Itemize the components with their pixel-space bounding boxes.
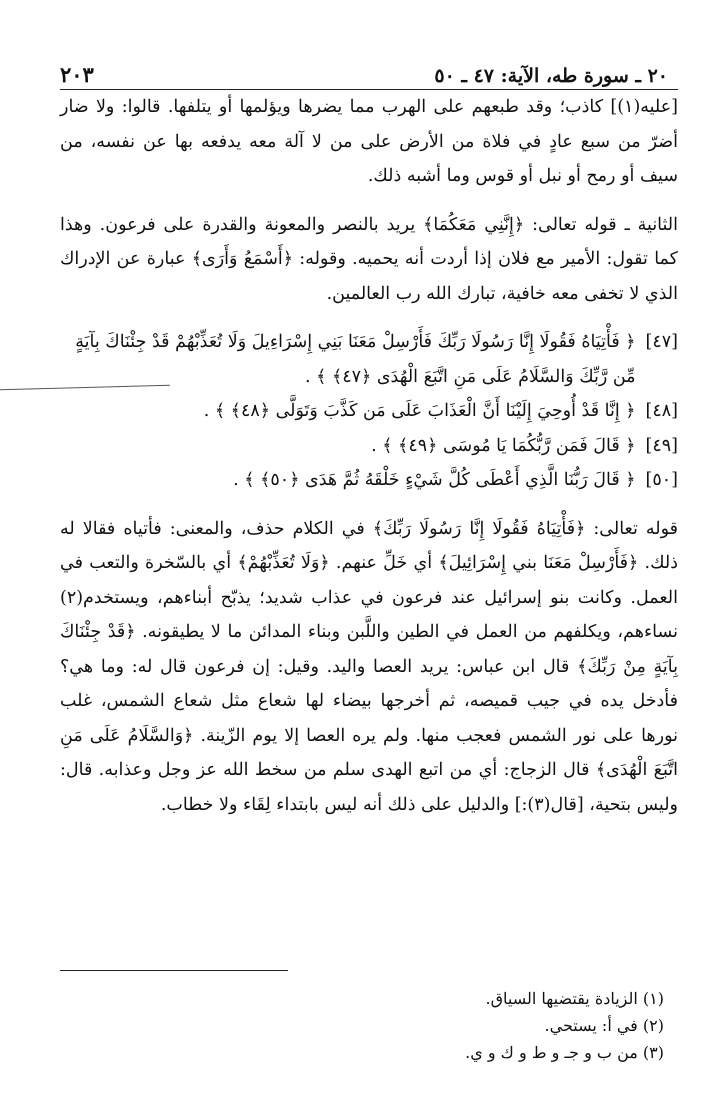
paragraph: [عليه(١)] كاذب؛ وقد طبعهم على الهرب مما يضرها ويؤلمها أو يتلفها. قالوا: ولا ضار أضرّ من سبع عادٍ في فلاة من الأرض على من لا آلة معه يدفعه بها عن نفسه، من سيف أو رمح أو نبل أو قوس وما أشبه ذلك. bbox=[60, 97, 678, 186]
verse-text: مِّن رَّبِّكَ وَالسَّلَامُ عَلَى مَنِ اتَّبَعَ الْهُدَى ﴿٤٧﴾ ﴾ . bbox=[305, 366, 636, 387]
footnote: (١) الزيادة يقتضيها السياق. bbox=[485, 989, 664, 1008]
footnote-divider bbox=[60, 970, 288, 971]
verse-text: ﴿ فَأْتِيَاهُ فَقُولَا إِنَّا رَسُولَا رَبِّكَ فَأَرْسِلْ مَعَنَا بَنِي إِسْرَاءِيلَ وَلَا تُعَذِّبْهُمْ قَدْ جِئْنَاكَ بِآيَةٍ bbox=[75, 332, 636, 352]
verse-text: ﴿ قَالَ فَمَن رَّبُّكُمَا يَا مُوسَى ﴿٤٩﴾ ﴾ . bbox=[371, 435, 636, 456]
verse-47 bbox=[60, 325, 678, 394]
footnote: (٢) في أ: يستحي. bbox=[544, 1016, 664, 1035]
verse-number: [٤٨] bbox=[645, 401, 678, 421]
verse-text: ﴿ قَالَ رَبُّنَا الَّذِي أَعْطَى كُلَّ شَيْءٍ خَلْقَهُ ثُمَّ هَدَى ﴿٥٠﴾ ﴾ . bbox=[233, 470, 636, 490]
main-text bbox=[60, 90, 678, 822]
verse-number: [٤٩] bbox=[645, 435, 678, 456]
running-header bbox=[60, 62, 678, 90]
verse-48 bbox=[60, 394, 678, 429]
commentary-paragraph: قوله تعالى: ﴿فَأْتِيَاهُ فَقُولَا إِنَّا رَسُولَا رَبِّكَ﴾ في الكلام حذف، والمعنى: فأتياه فقالا له ذلك. ﴿فَأَرْسِلْ مَعَنَا بني إِسْرَائِيلَ﴾ أي خَلِّ عنهم. ﴿وَلَا تُعَذِّبْهُمْ﴾ أي بالسّخرة والتعب في العمل. وكانت بنو إسرائيل عند فرعون في عذاب شديد؛ يذبّح أبناءهم، ويستخدم(٢) نساءهم، ويكلفهم من العمل في الطين واللَّبن وبناء المدائن ما لا يطيقونه. ﴿قَدْ جِئْنَاكَ بِآيَةٍ مِنْ رَبِّكَ﴾ قال ابن عباس: يريد العصا واليد. وقيل: إن فرعون قال له: وما هي؟ فأدخل يده في جيب قميصه، ثم أخرجها بيضاء لها شعاع مثل شعاع الشمس، غلب نورها على نور الشمس فعجب منها. ولم يره العصا إلا يوم الزّينة. ﴿وَالسَّلَامُ عَلَى مَنِ اتَّبَعَ الْهُدَى﴾ قال الزجاج: أي من اتبع الهدى سلم من سخط الله عز وجل وعذابه. قال: وليس بتحية، [قال(٣):] والدليل على ذلك أنه ليس بابتداء لِقَاء ولا خطاب. bbox=[60, 518, 678, 815]
footnotes bbox=[60, 985, 678, 1066]
verse-number: [٥٠] bbox=[645, 470, 678, 490]
verse-number: [٤٧] bbox=[645, 332, 678, 352]
verse-50 bbox=[60, 463, 678, 498]
footnote: (٣) من ب و جـ و ط و ك و ي. bbox=[465, 1043, 664, 1062]
page-number: ٢٠٣ bbox=[60, 62, 94, 87]
verse-49 bbox=[60, 429, 678, 464]
verse-text: ﴿ إِنَّا قَدْ أُوحِيَ إِلَيْنَا أَنَّ الْعَذَابَ عَلَى مَن كَذَّبَ وَتَوَلَّى ﴿٤٨﴾ ﴾ . bbox=[203, 401, 636, 421]
header-title: ٢٠ ـ سورة طه، الآية: ٤٧ ـ ٥٠ bbox=[434, 65, 668, 87]
paragraph: الثانية ـ قوله تعالى: ﴿إِنَّنِي مَعَكُمَا﴾ يريد بالنصر والمعونة والقدرة على فرعون. وهذا كما تقول: الأمير مع فلان إذا أردت أنه يحميه. وقوله: ﴿أَسْمَعُ وَأَرَى﴾ عبارة عن الإدراك الذي لا تخفى معه خافية، تبارك الله رب العالمين. bbox=[60, 214, 678, 304]
